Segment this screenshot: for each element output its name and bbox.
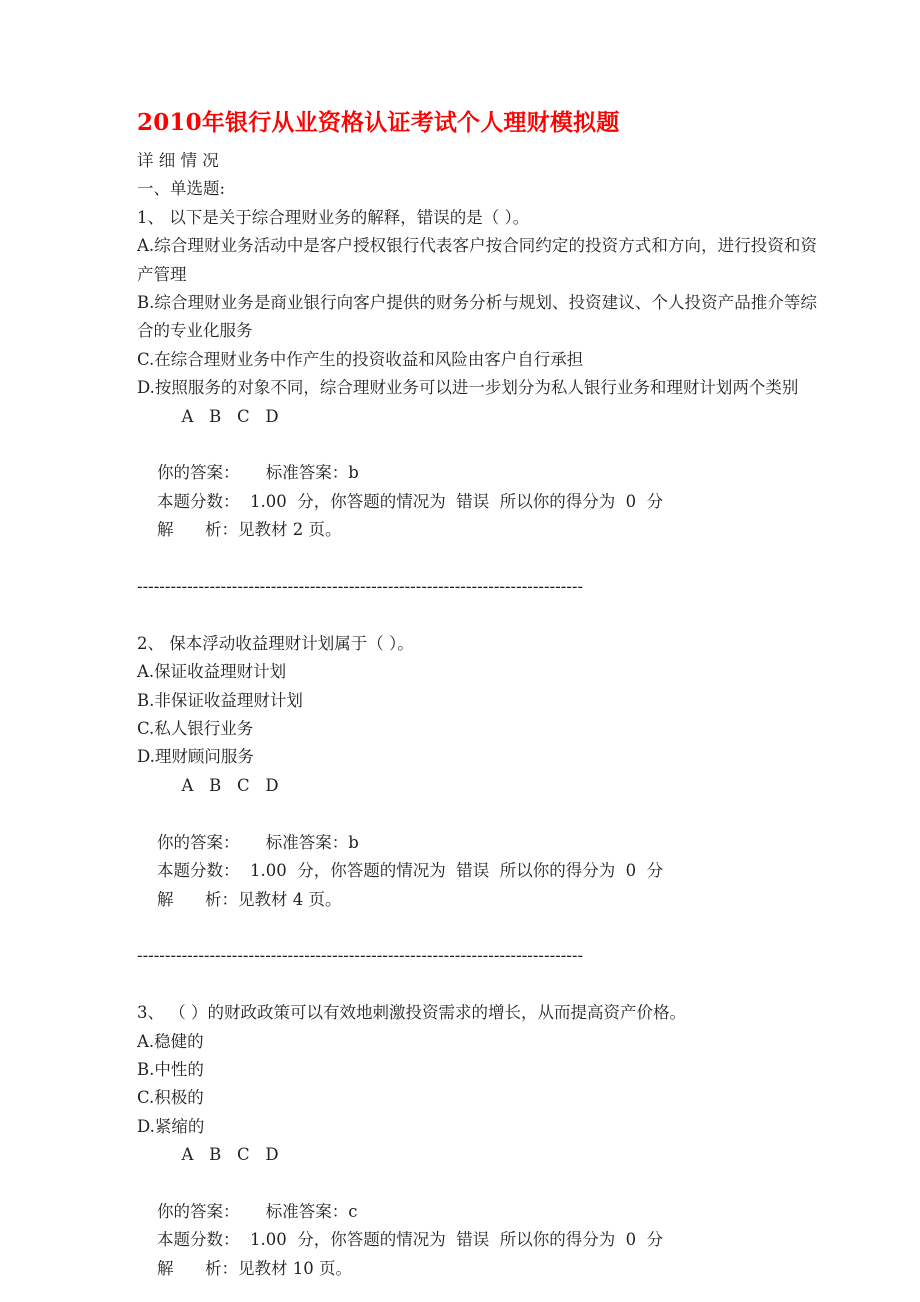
choice-selector-row[interactable]: A B C D <box>171 775 279 795</box>
answer-block <box>137 829 817 914</box>
question-option-b[interactable]: B.综合理财业务是商业银行向客户提供的财务分析与规划、投资建议、个人投资产品推介等综合的专业化服务 <box>137 293 817 341</box>
your-answer-line: 你的答案： 标准答案：c <box>157 1201 358 1221</box>
question-option-c[interactable]: C.积极的 <box>137 1088 204 1108</box>
choice-selector-row[interactable]: A B C D <box>171 1145 279 1165</box>
score-line: 本题分数： 1.00 分，你答题的情况为 错误 所以你的得分为 0 分 <box>157 1230 664 1250</box>
question-option-c[interactable]: C.在综合理财业务中作产生的投资收益和风险由客户自行承担 <box>137 349 584 369</box>
analysis-line: 解 析：见教材 10 页。 <box>157 1258 352 1278</box>
question-separator: -------------------------------------------------------------------------------- <box>137 946 584 966</box>
question-stem: 1、 以下是关于综合理财业务的解释，错误的是（ ）。 <box>137 207 530 227</box>
your-answer-line: 你的答案： 标准答案：b <box>157 832 359 852</box>
question-stem: 3、 （ ）的财政政策可以有效地刺激投资需求的增长，从而提高资产价格。 <box>137 1003 686 1023</box>
question-option-d[interactable]: D.理财顾问服务 <box>137 747 254 767</box>
question-option-a[interactable]: A.稳健的 <box>137 1031 204 1051</box>
score-line: 本题分数： 1.00 分，你答题的情况为 错误 所以你的得分为 0 分 <box>157 491 664 511</box>
page-title: 2010年银行从业资格认证考试个人理财模拟题 <box>137 109 620 136</box>
answer-block <box>137 1198 817 1283</box>
score-line: 本题分数： 1.00 分，你答题的情况为 错误 所以你的得分为 0 分 <box>157 861 664 881</box>
question-option-a[interactable]: A.保证收益理财计划 <box>137 662 287 682</box>
question-option-b[interactable]: B.非保证收益理财计划 <box>137 690 303 710</box>
answer-block <box>137 459 817 544</box>
question-option-d[interactable]: D.紧缩的 <box>137 1116 205 1136</box>
your-answer-line: 你的答案： 标准答案：b <box>157 463 359 483</box>
question-block <box>137 630 817 914</box>
analysis-line: 解 析：见教材 4 页。 <box>157 889 342 909</box>
question-separator: -------------------------------------------------------------------------------- <box>137 577 584 597</box>
document-content <box>137 108 817 1283</box>
question-option-c[interactable]: C.私人银行业务 <box>137 719 254 739</box>
section-heading-single-choice: 一、单选题: <box>137 179 226 199</box>
question-block <box>137 204 817 545</box>
choice-selector-row[interactable]: A B C D <box>171 406 279 426</box>
question-option-d[interactable]: D.按照服务的对象不同，综合理财业务可以进一步划分为私人银行业务和理财计划两个类别 <box>137 378 799 398</box>
question-block <box>137 999 817 1283</box>
question-option-b[interactable]: B.中性的 <box>137 1059 204 1079</box>
question-option-a[interactable]: A.综合理财业务活动中是客户授权银行代表客户按合同约定的投资方式和方向，进行投资和资产管理 <box>137 236 817 284</box>
question-stem: 2、 保本浮动收益理财计划属于（ ）。 <box>137 633 414 653</box>
detail-label: 详 细 情 况 <box>137 151 219 170</box>
analysis-line: 解 析：见教材 2 页。 <box>157 520 342 540</box>
